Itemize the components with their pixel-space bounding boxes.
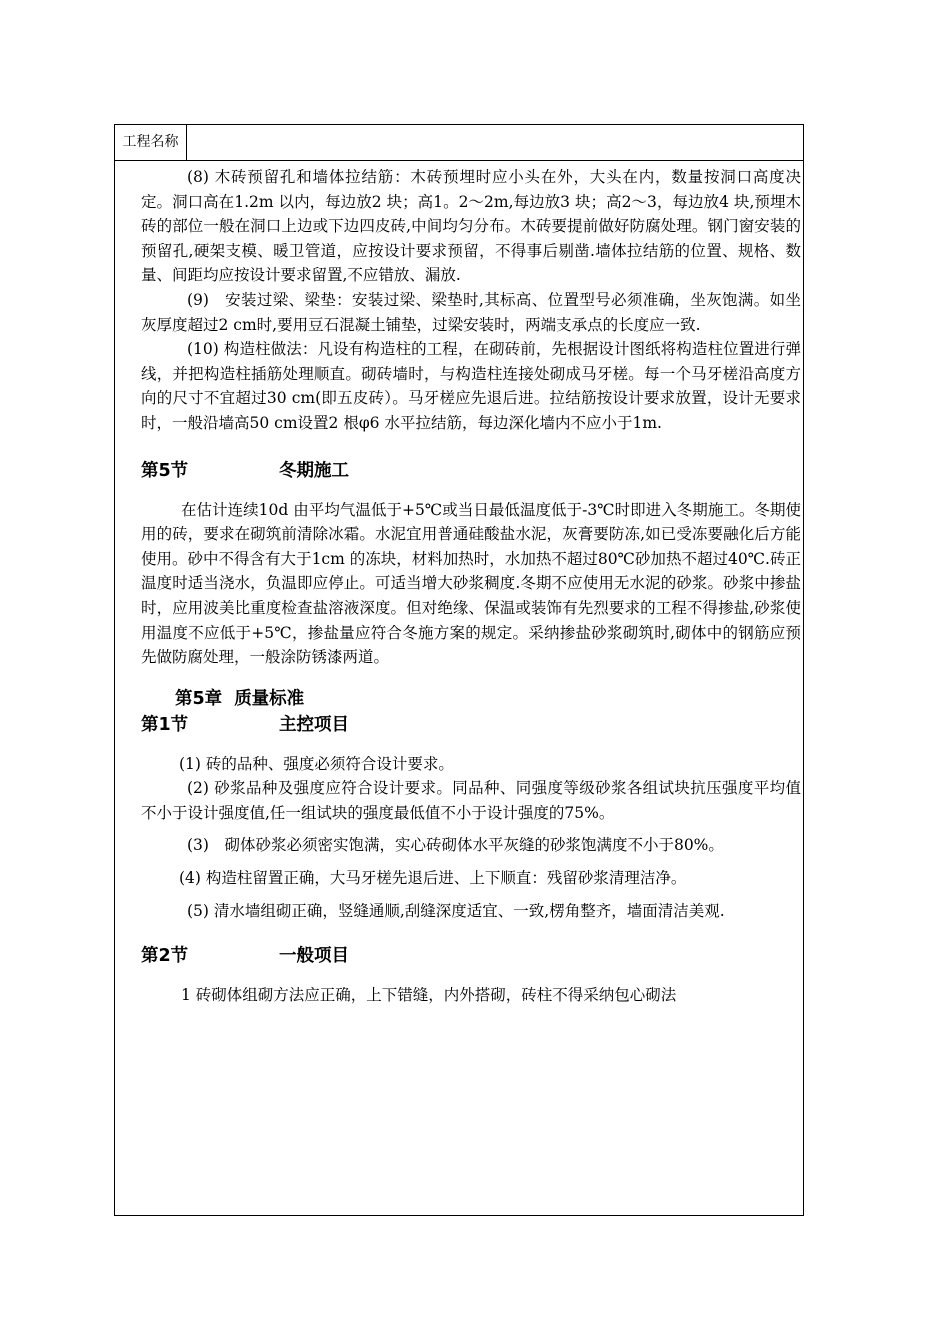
section-title: 冬期施工 xyxy=(279,460,349,481)
document-body xyxy=(141,165,801,1008)
section-number: 第5节 xyxy=(141,460,189,481)
paragraph-wood-brick: (8) 木砖预留孔和墙体拉结筋：木砖预埋时应小头在外，大头在内，数量按洞口高度决定。洞口高在1.2m 以内，每边放2 块；高1。2～2m,每边放3 块；高2～3，每边放4 块,预埋木砖的部位一般在洞口上边或下边四皮砖,中间均匀分布。木砖要提前做好防腐处理。钢门窗安装的预留孔,硬架支模、暖卫管道，应按设计要求预留，不得事后剔凿.墙体拉结筋的位置、规格、数量、间距均应按设计要求留置,不应错放、漏放. xyxy=(141,168,801,285)
paragraph-lintel: (9) 安装过梁、梁垫：安装过梁、梁垫时,其标高、位置型号必须准确，坐灰饱满。如坐灰厚度超过2 cm时,要用豆石混凝土铺垫，过梁安装时，两端支承点的长度应一致. xyxy=(141,290,801,334)
chapter-title: 质量标准 xyxy=(234,688,305,709)
section-heading-general xyxy=(141,943,801,969)
section-number: 第1节 xyxy=(141,714,189,735)
paragraph-structural-column: (10) 构造柱做法：凡设有构造柱的工程，在砌砖前，先根据设计图纸将构造柱位置进行弹线，并把构造柱插筋处理顺直。砌砖墙时，与构造柱连接处砌成马牙槎。每一个马牙槎沿高度方向的尺寸不宜超过30 cm(即五皮砖）。马牙槎应先退后进。拉结筋按设计要求放置，设计无要求时，一般沿墙高50 cm设置2 根φ6 水平拉结筋，每边深化墙内不应小于1m. xyxy=(141,340,801,432)
section-number: 第2节 xyxy=(141,946,189,967)
section-title: 主控项目 xyxy=(279,714,349,735)
document-sheet xyxy=(114,124,804,1216)
chapter-heading xyxy=(141,686,801,712)
section-title: 一般项目 xyxy=(279,946,349,967)
main-item-5: (5) 清水墙组砌正确，竖缝通顺,刮缝深度适宜、一致,楞角整齐，墙面清洁美观. xyxy=(187,901,725,920)
header-row xyxy=(115,125,803,161)
main-item-3: (3) 砌体砂浆必须密实饱满，实心砖砌体水平灰缝的砂浆饱满度不小于80%。 xyxy=(187,836,724,855)
section-heading-winter xyxy=(141,458,801,484)
main-item-1: (1) 砖的品种、强度必须符合设计要求。 xyxy=(179,754,454,773)
project-name-label: 工程名称 xyxy=(115,125,187,160)
main-item-2: (2) 砂浆品种及强度应符合设计要求。同品种、同强度等级砂浆各组试块抗压强度平均值不小于设计强度值,任一组试块的强度最低值不小于设计强度的75%。 xyxy=(141,779,801,822)
section-heading-main-control xyxy=(141,712,801,738)
main-item-4: (4) 构造柱留置正确，大马牙槎先退后进、上下顺直：残留砂浆清理洁净。 xyxy=(179,869,687,888)
chapter-number: 第5章 xyxy=(175,688,223,709)
general-item-1: 1 砖砌体组砌方法应正确，上下错缝，内外搭砌，砖柱不得采纳包心砌法 xyxy=(181,986,677,1005)
paragraph-winter: 在估计连续10d 由平均气温低于+5℃或当日最低温度低于-3℃时即进入冬期施工。冬期使用的砖，要求在砌筑前清除冰霜。水泥宜用普通硅酸盐水泥，灰膏要防冻,如已受冻要融化后方能使用。砂中不得含有大于1cm 的冻块，材料加热时，水加热不超过80℃砂加热不超过40℃.砖正温度时适当浇水，负温即应停止。可适当增大砂浆稠度.冬期不应使用无水泥的砂浆。砂浆中掺盐时，应用波美比重度检查盐溶液深度。但对绝缘、保温或装饰有先烈要求的工程不得掺盐,砂浆使用温度不应低于+5℃，掺盐量应符合冬施方案的规定。采纳掺盐砂浆砌筑时,砌体中的钢筋应预先做防腐处理，一般涂防锈漆两道。 xyxy=(141,500,801,667)
